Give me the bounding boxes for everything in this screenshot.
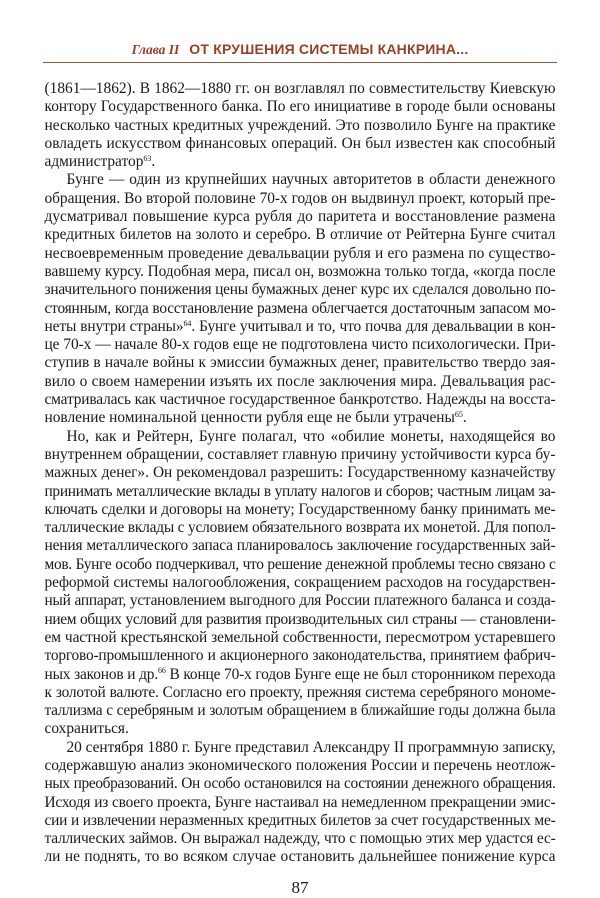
- text-line: контору Государственного банка. По его инициативе в городе были основаны: [44, 98, 556, 116]
- text-line: реформой системы налогообложения, сокращением расходов на государствен-: [44, 574, 556, 592]
- page-number: 87: [291, 877, 309, 897]
- text-line: вавшему курсу. Подобная мера, писал он, возможна только тогда, «когда после: [44, 262, 556, 280]
- running-header: [43, 38, 557, 60]
- text-line: несколько частных кредитных учреждений. Это позволило Бунге на практике: [44, 116, 556, 134]
- text-line: дусматривал повышение курса рубля до паритета и восстановление размена: [44, 208, 556, 226]
- text-line: таллических займов. Он выражал надежду, что с помощью этих мер удастся ес-: [44, 830, 556, 848]
- footnote-ref: 63: [143, 154, 152, 164]
- text-line: (1861—1862). В 1862—1880 гг. он возглавлял по совместительству Киевскую: [44, 80, 556, 97]
- paragraph: [45, 171, 556, 427]
- text-line: нием общих условий для развития производительных сил страны — становлени-: [44, 610, 556, 628]
- text-line: Исходя из своего проекта, Бунге настаивал на немедленном прекращении эмис-: [44, 793, 556, 811]
- text-line: стоянным, когда восстановление размена облегчается достаточным запасом мо-: [44, 299, 556, 317]
- text-line: таллические вклады с условием обязательного возврата их монетой. Для попол-: [44, 519, 556, 537]
- text-line: мов. Бунге особо подчеркивал, что решение денежной проблемы тесно связано с: [44, 555, 556, 573]
- text-line: ных законов и др.$^{66}$ В конце 70-х годов Бунге еще не был сторонником перехода: [44, 665, 556, 683]
- text-line: ных преобразований. Он особо остановился на состоянии денежного обращения.: [44, 775, 556, 793]
- text-line: мажных денег». Он рекомендовал разрешить: Государственному казначейству: [44, 464, 556, 482]
- chapter-label: Глава II: [131, 42, 180, 57]
- text-line: значительного понижения цены бумажных денег курс их сделался довольно по-: [44, 281, 556, 299]
- text-line: ный аппарат, установлением выгодного для России платежного баланса и созда-: [44, 592, 556, 610]
- text-line: ли не поднять, то во всяком случае остановить дальнейшее понижение курса: [44, 848, 556, 866]
- text-line: сии и извлечении неразменных кредитных билетов за счет государственных ме-: [44, 811, 556, 829]
- footnote-ref: 66: [158, 666, 166, 676]
- text-line: Но, как и Рейтерн, Бунге полагал, что «обилие монеты, находящейся во: [66, 427, 556, 445]
- footnote-ref: 65: [454, 410, 463, 420]
- text-line: це 70-х — начале 80-х годов еще не подготовлена чисто психологически. При-: [44, 336, 556, 354]
- text-line: новление номинальной ценности рубля еще не были утрачены$^{65}$.: [44, 409, 467, 427]
- text-line: обращения. Во второй половине 70-х годов он выдвинул проект, который пре-: [44, 189, 556, 207]
- text-line: овладеть искусством финансовых операций. Он был известен как способный: [44, 134, 556, 152]
- paragraph: [45, 739, 556, 867]
- text-line: неты внутри страны»$^{64}$. Бунге учитывал и то, что почва для девальвации в кон-: [44, 317, 556, 335]
- text-line: сохраниться.: [44, 720, 129, 738]
- header-rule: [43, 62, 557, 63]
- text-line: к золотой валюте. Согласно его проекту, прежняя система серебряного мономе-: [44, 683, 556, 701]
- text-line: сматривалась как частичное государственное банкротство. Надежды на восста-: [44, 391, 556, 409]
- text-line: торгово-промышленного и акционерного законодательства, принятием фабрич-: [44, 647, 556, 665]
- chapter-title: ОТ КРУШЕНИЯ СИСТЕМЫ КАНКРИНА...: [189, 41, 469, 57]
- text-line: ключать сделки и договоры на монету; Государственному банку принимать ме-: [44, 500, 556, 518]
- text-line: вило о своем намерении изъять их после заключения мира. Девальвация рас-: [44, 372, 556, 390]
- text-line: Бунге — один из крупнейших научных авторитетов в области денежного: [66, 171, 556, 189]
- text-line: принимать металлические вклады в уплату налогов и сборов; частным лицам за-: [44, 482, 556, 500]
- text-line: внутреннем обращении, составляет главную причину устойчивости курса бу-: [44, 445, 556, 463]
- paragraph: [45, 80, 556, 171]
- footnote-ref: 64: [183, 318, 192, 328]
- text-line: ступив в начале войны к эмиссии бумажных денег, правительство твердо зая-: [44, 354, 556, 372]
- text-line: таллизма с серебряным и золотым обращением в ближайшие годы должна была: [44, 702, 556, 720]
- text-line: кредитных билетов на золото и серебро. В отличие от Рейтерна Бунге считал: [44, 226, 556, 244]
- page-body: [45, 80, 556, 867]
- text-line: администратор$^{63}$.: [44, 153, 156, 171]
- paragraph: [45, 428, 556, 739]
- text-line: содержавшую анализ экономического положения России и перечень неотлож-: [44, 756, 556, 774]
- text-line: 20 сентября 1880 г. Бунге представил Александру II программную записку,: [66, 738, 556, 756]
- text-line: нения металлического запаса планировалось заключение государственных зай-: [44, 537, 556, 555]
- text-line: ем частной крестьянской земельной собственности, пересмотром устаревшего: [44, 628, 556, 646]
- text-line: несвоевременным проведение девальвации рубля и его размена по существо-: [44, 244, 556, 262]
